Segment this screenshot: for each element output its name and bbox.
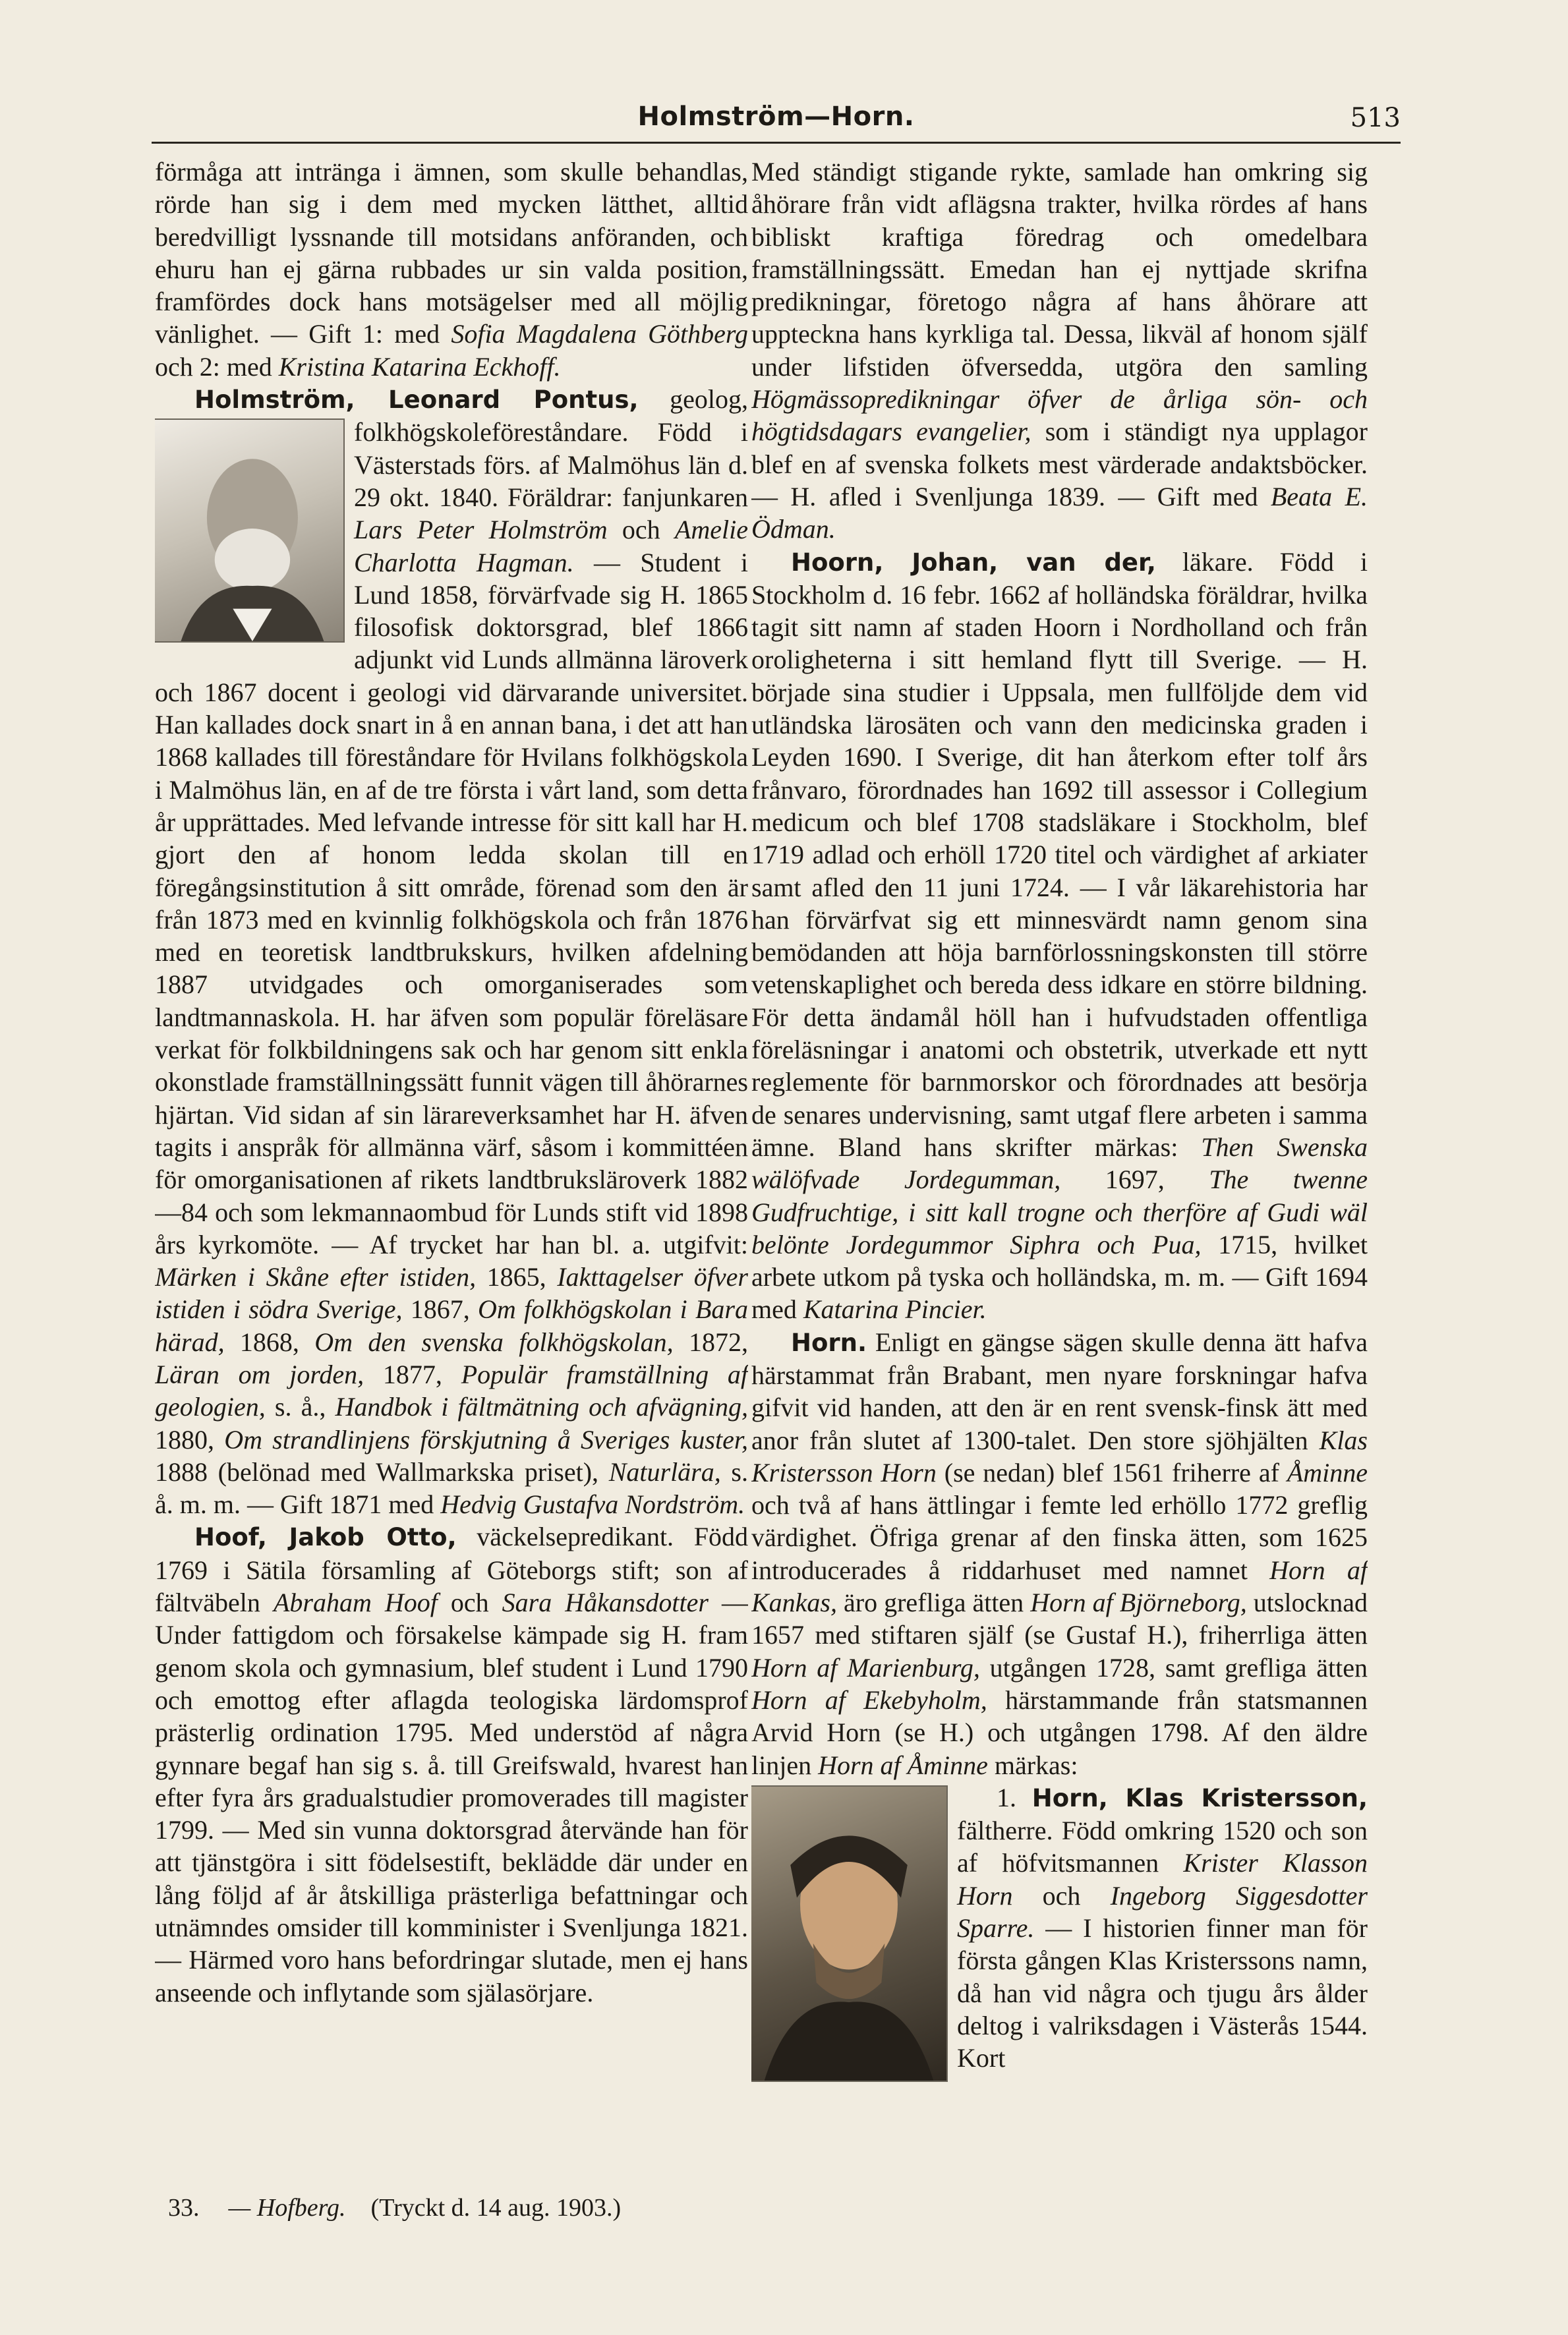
entry-hoorn: Hoorn, Johan, van der, läkare. Född i Stockholm d. 16 febr. 1662 af holländska föräldrar, hvilka tagit sitt namn af staden Hoorn i Nordholland och från oroligheterna i sitt hemland flytt till Sverige. — H. började sina studier i Uppsala, men fullföljde dem vid utländska lärosäten och vann den medicinska graden i Leyden 1690. I Sverige, dit han återkom efter tolf års frånvaro, förordnades han 1692 till assessor i Collegium medicum och blef 1708 stadsläkare i Stockholm, blef 1719 adlad och erhöll 1720 titel och värdighet af arkiater samt afled den 11 juni 1724. — I vår läkarehistoria har han förvärfvat sig ett minnesvärdt namn genom sina bemödanden att höja barnförlossningskonsten till större vetenskaplighet och bereda dess idkare en större bildning. För detta ändamål höll han i hufvudstaden offentliga föreläsningar i anatomi och obstetrik, utverkade ett nytt reglemente för barnmorskor och förordnades att besörja de senares undervisning, samt utgaf flere arbeten i samma ämne. Bland hans skrifter märkas: Then Swenska wälöfvade Jordegumman, 1697, The twenne Gudfruchtige, i sitt kall trogne och therföre af Gudi wäl belönte Jordegummor Siphra och Pua, 1715, hvilket arbete utkom på tyska och holländska, m. m. — Gift 1694 med Katarina Pincier. xyxy=(751,546,1368,1325)
running-title: Holmström—Horn. xyxy=(637,101,915,132)
portrait-horn xyxy=(751,1785,948,2082)
page-header xyxy=(152,91,1401,144)
print-date: (Tryckt d. 14 aug. 1903.) xyxy=(370,2194,622,2222)
entry-horn-klas: 1. Horn, Klas Kristersson, fältherre. Född omkring 1520 och son af höfvitsmannen Krister Klasson Horn och Ingeborg Siggesdotter Sparre. — I historien finner man för första gången Klas Kristerssons namn, då han vid några och tjugu års ålder deltog i valriksdagen i Västerås 1544. Kort xyxy=(751,1781,1368,2075)
entry-heading: Holmström, Leonard Pontus, xyxy=(194,386,639,415)
entry-hoof: Hoof, Jakob Otto, väckelsepredikant. Född 1769 i Sätila församling af Göteborgs stift; son af fältväbeln Abraham Hoof och Sara Håkansdotter — Under fattigdom och försakelse kämpade sig H. fram genom skola och gymnasium, blef student i Lund 1790 och emottog efter aflagda teologiska lärdomsprof prästerlig ordination 1795. Med understöd af några gynnare begaf han sig s. å. till Greifswald, hvarest han efter fyra års gradualstudier promoverades till magister 1799. — Med sin vunna doktorsgrad återvände han för att tjänstgöra i sitt födelsestift, beklädde där under en lång följd af år åtskilliga prästerliga befattningar och utnämndes omsider till komminister i Svenljunga 1821. — Härmed voro hans befordringar slutade, men ej hans anseende och inflytande som själasörjare. xyxy=(155,1522,748,2007)
portrait-holmstrom xyxy=(155,418,345,643)
entry-heading: Horn, Klas Kristersson, xyxy=(1031,1783,1368,1812)
entry-heading: Hoof, Jakob Otto, xyxy=(194,1523,457,1552)
right-column xyxy=(751,156,1368,2189)
entry-heading: Horn. xyxy=(791,1328,867,1357)
entry-number: 1. xyxy=(997,1782,1016,1812)
page-number: 513 xyxy=(1350,103,1401,133)
header-rule xyxy=(152,142,1401,144)
continued-entry-text: förmåga att intränga i ämnen, som skulle behandlas, rörde han sig i dem med mycken lätthet, alltid beredvilligt lyssnande till motsidans anföranden, och ehuru han ej gärna rubbades ur sin valda position, framfördes dock hans motsägelser med all möjlig vänlighet. — Gift 1: med Sofia Magdalena Göthberg och 2: med Kristina Katarina Eckhoff. xyxy=(155,157,748,382)
sheet-number: 33. xyxy=(168,2194,200,2222)
editor-signature: — Hofberg. xyxy=(228,2194,346,2222)
entry-holmstrom: Holmström, Leonard Pontus, geolog, folkhögskoleföreståndare. Född i Västerstads förs. af Malmöhus län d. 29 okt. 1840. Föräldrar: fanjunkaren Lars Peter Holmström och Amelie Charlotta Hagman. — Student i Lund 1858, förvärfvade sig H. 1865 filosofisk doktorsgrad, blef 1866 adjunkt vid Lunds allmänna läroverk och 1867 docent i geologi vid därvarande universitet. Han kallades dock snart in å en annan bana, i det att han 1868 kallades till föreståndare för Hvilans folkhögskola i Malmöhus län, en af de tre första i vårt land, som detta år upprättades. Med lefvande intresse för sitt kall har H. gjort den af honom ledda skolan till en föregångsinstitution å sitt område, förenad som den är från 1873 med en kvinnlig folkhögskola och från 1876 med en teoretisk landtbrukskurs, hvilken afdelning 1887 utvidgades och omorganiserades som landtmannaskola. H. har äfven som populär föreläsare verkat för folkbildningens sak och har genom sitt enkla okonstlade framställningssätt funnit vägen till åhörarnes hjärtan. Vid sidan af sin lärareverksamhet har H. äfven tagits i anspråk för allmänna värf, såsom i kommittéen för omorganisationen af rikets landtbruksläroverk 1882—84 och som lekmannaombud för Lunds stift vid 1898 års kyrkomöte. — Af trycket har han bl. a. utgifvit: Märken i Skåne efter istiden, 1865, Iakttagelser öfver istiden i södra Sverige, 1867, Om folkhögskolan i Bara härad, 1868, Om den svenska folkhögskolan, 1872, Läran om jorden, 1877, Populär framställning af geologien, s. å., Handbok i fältmätning och afvägning, 1880, Om strandlinjens förskjutning å Sveriges kuster, 1888 (belönad med Wallmarkska priset), Naturlära, s. å. m. m. — Gift 1871 med Hedvig Gustafva Nordström. xyxy=(155,384,748,1520)
entry-horn-family: Horn. Enligt en gängse sägen skulle denna ätt hafva härstammat från Brabant, men nyare forskningar hafva gifvit vid handen, att den är en rent svensk-finsk ätt med anor från slutet af 1300-talet. Den store sjöhjälten Klas Kristersson Horn (se nedan) blef 1561 friherre af Åminne och två af hans ättlingar i femte led erhöllo 1772 greflig värdighet. Öfriga grenar af den finska ätten, som 1625 introducerades å riddarhuset med namnet Horn af Kankas, äro grefliga ätten Horn af Björneborg, utslocknad 1657 med stiftaren själf (se Gustaf H.), friherrliga ätten Horn af Marienburg, utgången 1728, samt grefliga ätten Horn af Ekebyholm, härstammande från statsmannen Arvid Horn (se H.) och utgången 1798. Af den äldre linjen Horn af Åminne märkas: xyxy=(751,1327,1368,1780)
entry-heading: Hoorn, Johan, van der, xyxy=(791,548,1156,577)
continued-entry-text: Med ständigt stigande rykte, samlade han omkring sig åhörare från vidt aflägsna trakter, hvilka rördes af hans bibliskt kraftiga föredrag och omedelbara framställningssätt. Emedan han ej nyttjade skrifna predikningar, företogo några af hans åhörare att uppteckna hans kyrkliga tal. Dessa, likväl af honom själf under lifstiden öfversedda, utgöra den samling Högmässopredikningar öfver de årliga sön- och högtidsdagars evangelier, som i ständigt nya upplagor blef en af svenska folkets mest värderade andaktsböcker. — H. afled i Svenljunga 1839. — Gift med Beata E. Ödman. xyxy=(751,157,1368,544)
page-footer xyxy=(168,2193,621,2222)
left-column xyxy=(155,156,748,2189)
